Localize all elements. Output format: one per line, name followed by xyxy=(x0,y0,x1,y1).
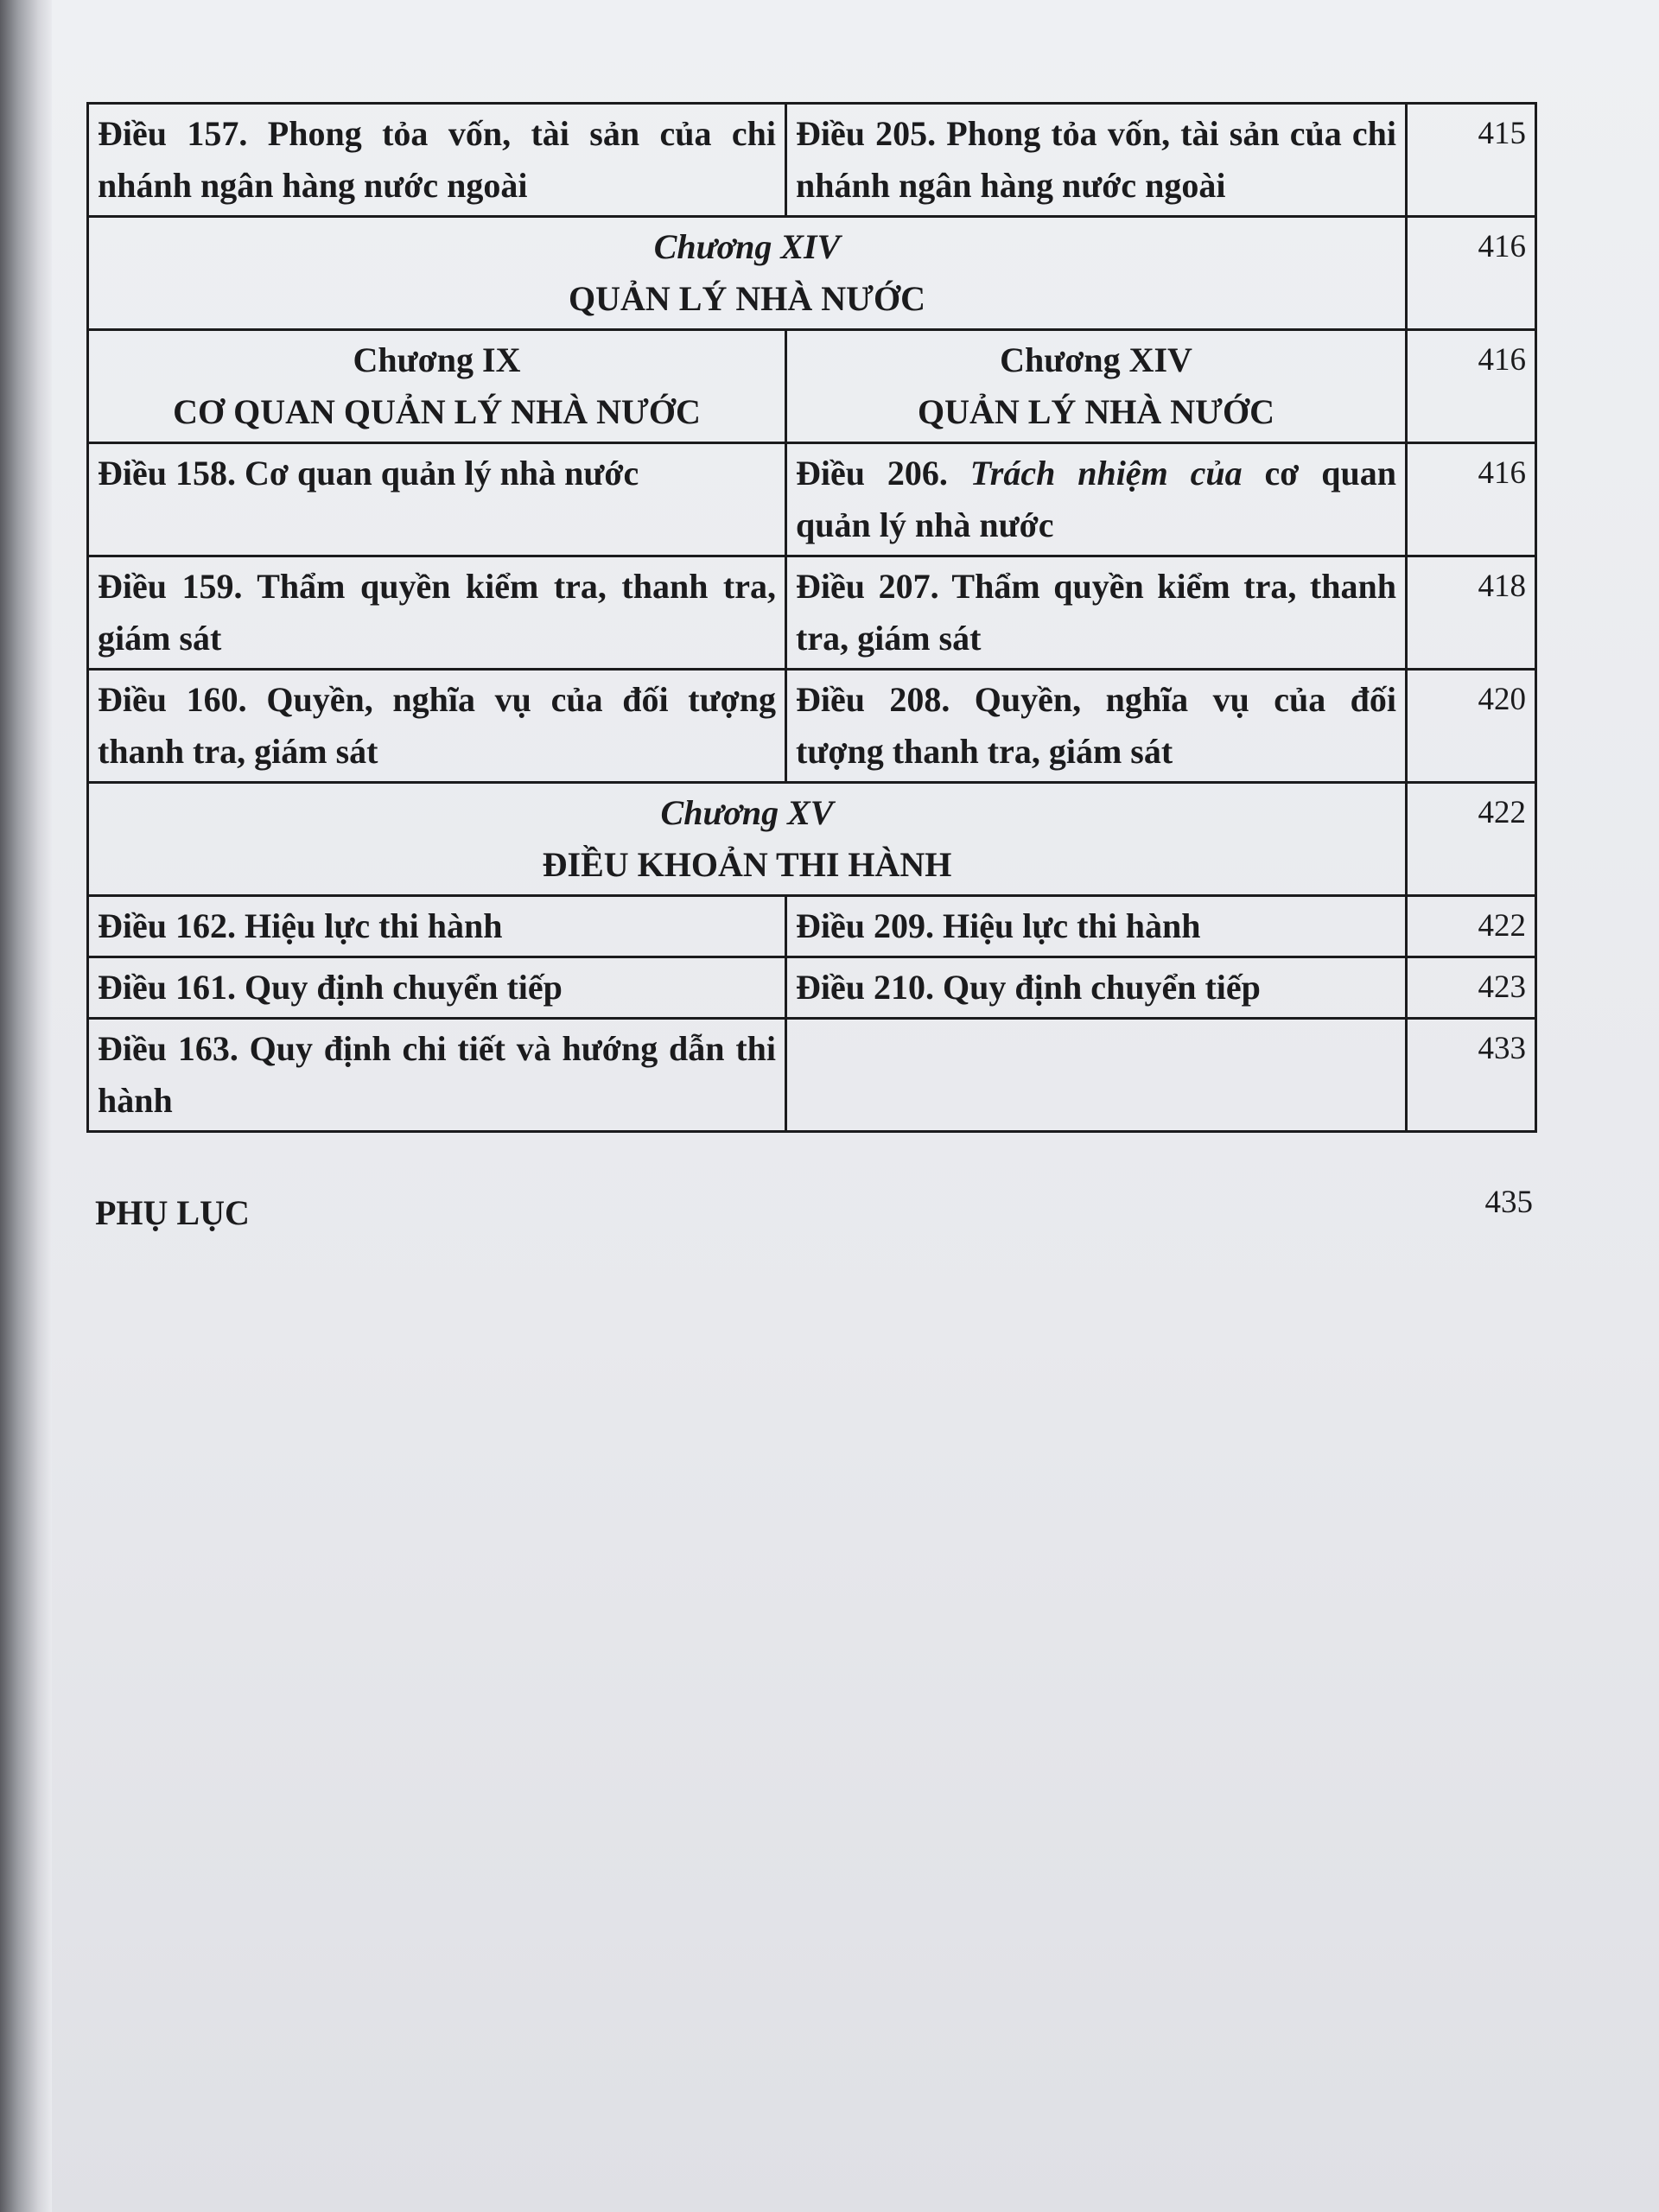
page-number: 418 xyxy=(1407,556,1536,670)
toc-row xyxy=(88,443,1536,556)
chapter-title: Chương XIV xyxy=(653,227,841,266)
toc-row xyxy=(88,104,1536,217)
new-article: Điều 208. Quyền, nghĩa vụ của đối tượng thanh tra, giám sát xyxy=(786,670,1407,783)
toc-chapter-row xyxy=(88,783,1536,896)
page-number: 422 xyxy=(1407,896,1536,957)
toc-table xyxy=(86,102,1537,1133)
page-number: 423 xyxy=(1407,957,1536,1019)
old-chapter-heading xyxy=(88,330,786,443)
new-chapter-name: QUẢN LÝ NHÀ NƯỚC xyxy=(918,392,1274,431)
old-chapter-name: CƠ QUAN QUẢN LÝ NHÀ NƯỚC xyxy=(173,392,701,431)
new-chapter-title: Chương XIV xyxy=(1000,340,1192,379)
appendix-label: PHỤ LỤC xyxy=(95,1193,250,1232)
page-number: 416 xyxy=(1407,330,1536,443)
new-article: Điều 205. Phong tỏa vốn, tài sản của chi nhánh ngân hàng nước ngoài xyxy=(786,104,1407,217)
toc-chapter-row xyxy=(88,330,1536,443)
new-article: Điều 207. Thẩm quyền kiểm tra, thanh tra, giám sát xyxy=(786,556,1407,670)
new-article-suffix: cơ quan quản lý nhà nước xyxy=(796,454,1397,544)
chapter-heading xyxy=(88,217,1407,330)
old-article: Điều 163. Quy định chi tiết và hướng dẫn thi hành xyxy=(88,1019,786,1132)
old-article: Điều 157. Phong tỏa vốn, tài sản của chi nhánh ngân hàng nước ngoài xyxy=(88,104,786,217)
page-number: 422 xyxy=(1407,783,1536,896)
toc-row xyxy=(88,1019,1536,1132)
new-article-italic: Trách nhiệm của xyxy=(969,454,1243,493)
page-number: 416 xyxy=(1407,217,1536,330)
page-number: 415 xyxy=(1407,104,1536,217)
new-chapter-heading xyxy=(786,330,1407,443)
toc-row xyxy=(88,957,1536,1019)
appendix-page-number: 435 xyxy=(1484,1185,1533,1220)
toc-row xyxy=(88,556,1536,670)
toc-chapter-row xyxy=(88,217,1536,330)
chapter-heading xyxy=(88,783,1407,896)
chapter-title: Chương XV xyxy=(660,793,834,832)
old-chapter-title: Chương IX xyxy=(353,340,521,379)
book-spine-shadow xyxy=(0,0,52,2212)
new-article: Điều 210. Quy định chuyển tiếp xyxy=(786,957,1407,1019)
appendix-entry xyxy=(95,1184,1533,1253)
toc-row xyxy=(88,896,1536,957)
chapter-name: ĐIỀU KHOẢN THI HÀNH xyxy=(542,845,952,884)
page-number: 420 xyxy=(1407,670,1536,783)
toc-row xyxy=(88,670,1536,783)
old-article: Điều 159. Thẩm quyền kiểm tra, thanh tra, giám sát xyxy=(88,556,786,670)
old-article: Điều 160. Quyền, nghĩa vụ của đối tượng thanh tra, giám sát xyxy=(88,670,786,783)
page-number: 433 xyxy=(1407,1019,1536,1132)
new-article xyxy=(786,443,1407,556)
new-article-prefix: Điều 206. xyxy=(796,454,970,493)
chapter-name: QUẢN LÝ NHÀ NƯỚC xyxy=(569,279,925,318)
old-article: Điều 161. Quy định chuyển tiếp xyxy=(88,957,786,1019)
old-article: Điều 158. Cơ quan quản lý nhà nước xyxy=(88,443,786,556)
new-article: Điều 209. Hiệu lực thi hành xyxy=(786,896,1407,957)
new-article xyxy=(786,1019,1407,1132)
page-number: 416 xyxy=(1407,443,1536,556)
old-article: Điều 162. Hiệu lực thi hành xyxy=(88,896,786,957)
